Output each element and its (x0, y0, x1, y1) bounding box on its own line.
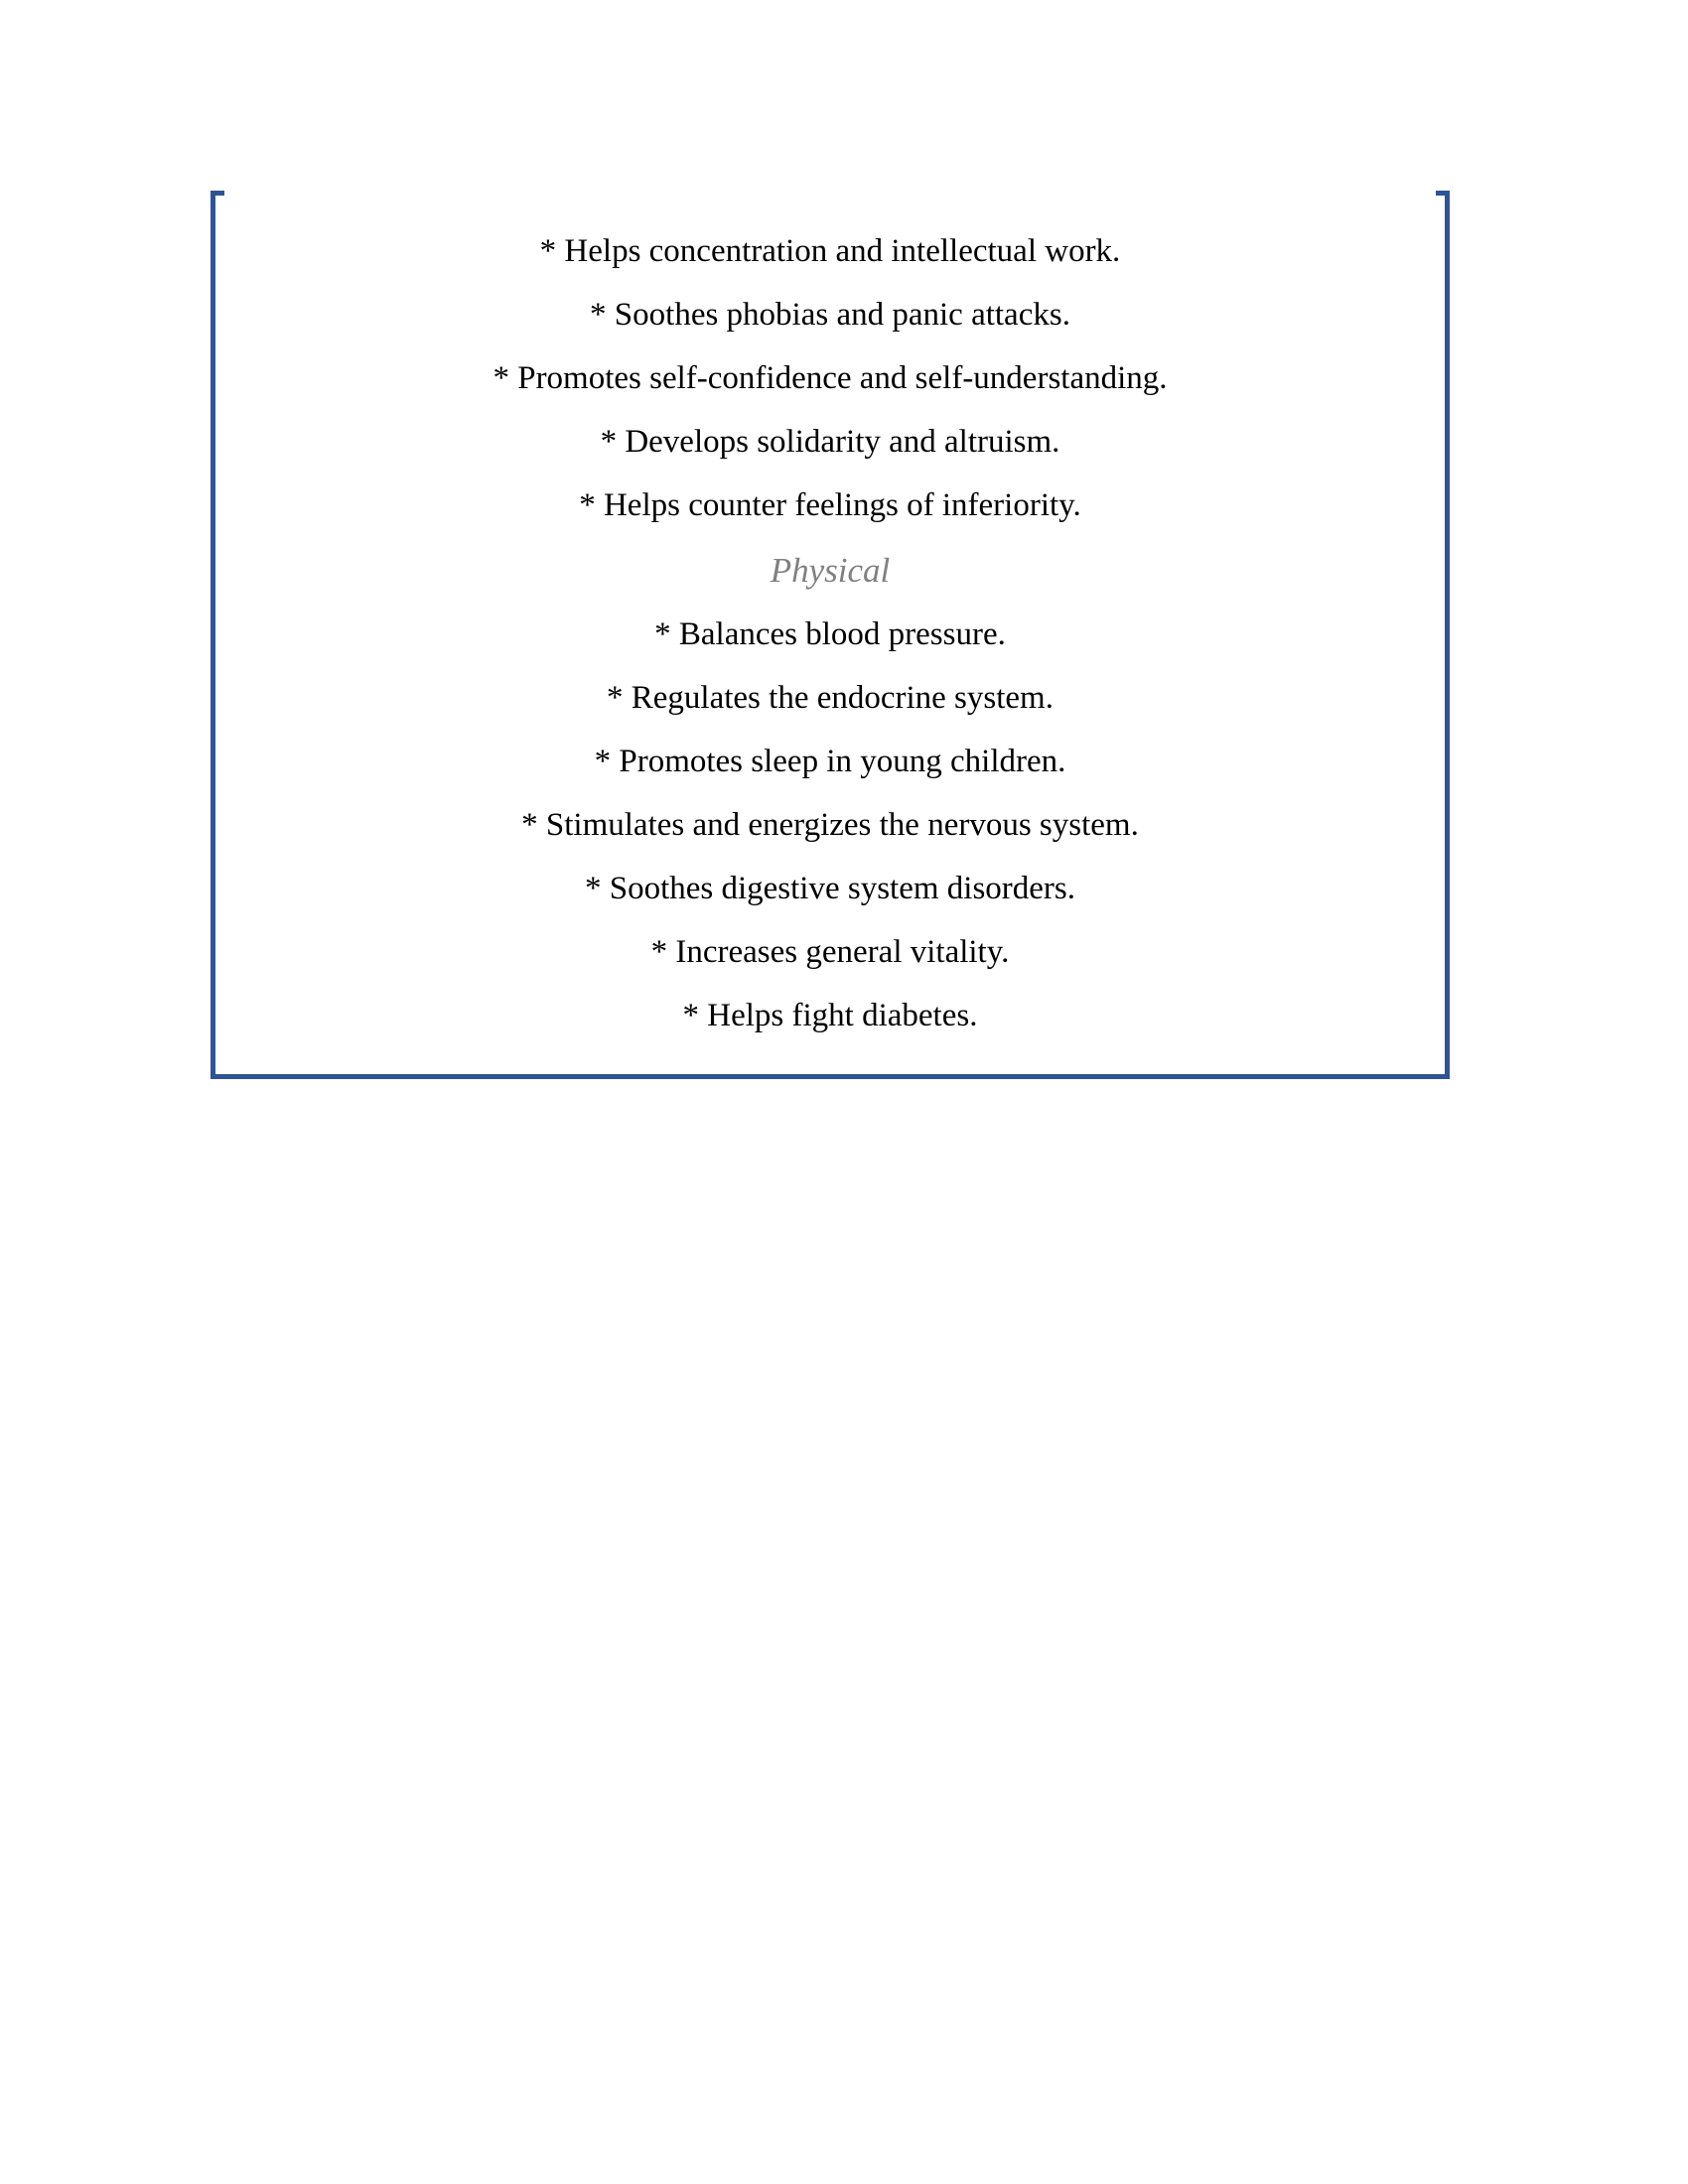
bullet-line: * Promotes sleep in young children. (594, 744, 1066, 779)
top-spacer (215, 196, 1445, 235)
bullet-line: * Regulates the endocrine system. (607, 680, 1054, 716)
bullet-line: * Increases general vitality. (650, 934, 1010, 970)
bullet-line: * Helps counter feelings of inferiority. (579, 487, 1081, 523)
section-heading-physical (215, 553, 1445, 588)
bullet-line: * Soothes phobias and panic attacks. (590, 297, 1070, 333)
bullet-line: * Promotes self-confidence and self-understanding. (492, 360, 1168, 396)
bullet-line: * Stimulates and energizes the nervous system. (521, 807, 1139, 843)
bullet-line: * Soothes digestive system disorders. (584, 871, 1076, 906)
border-top-left-stub (211, 191, 224, 196)
bordered-text-block (211, 191, 1450, 1079)
bullet-line: * Helps fight diabetes. (682, 998, 978, 1033)
bullet-line: * Helps concentration and intellectual work. (539, 233, 1121, 269)
bullet-line: * Develops solidarity and altruism. (600, 424, 1060, 460)
bullet-line: * Balances blood pressure. (654, 616, 1006, 652)
border-top-right-stub (1436, 191, 1450, 196)
section-heading-label: Physical (770, 551, 891, 590)
